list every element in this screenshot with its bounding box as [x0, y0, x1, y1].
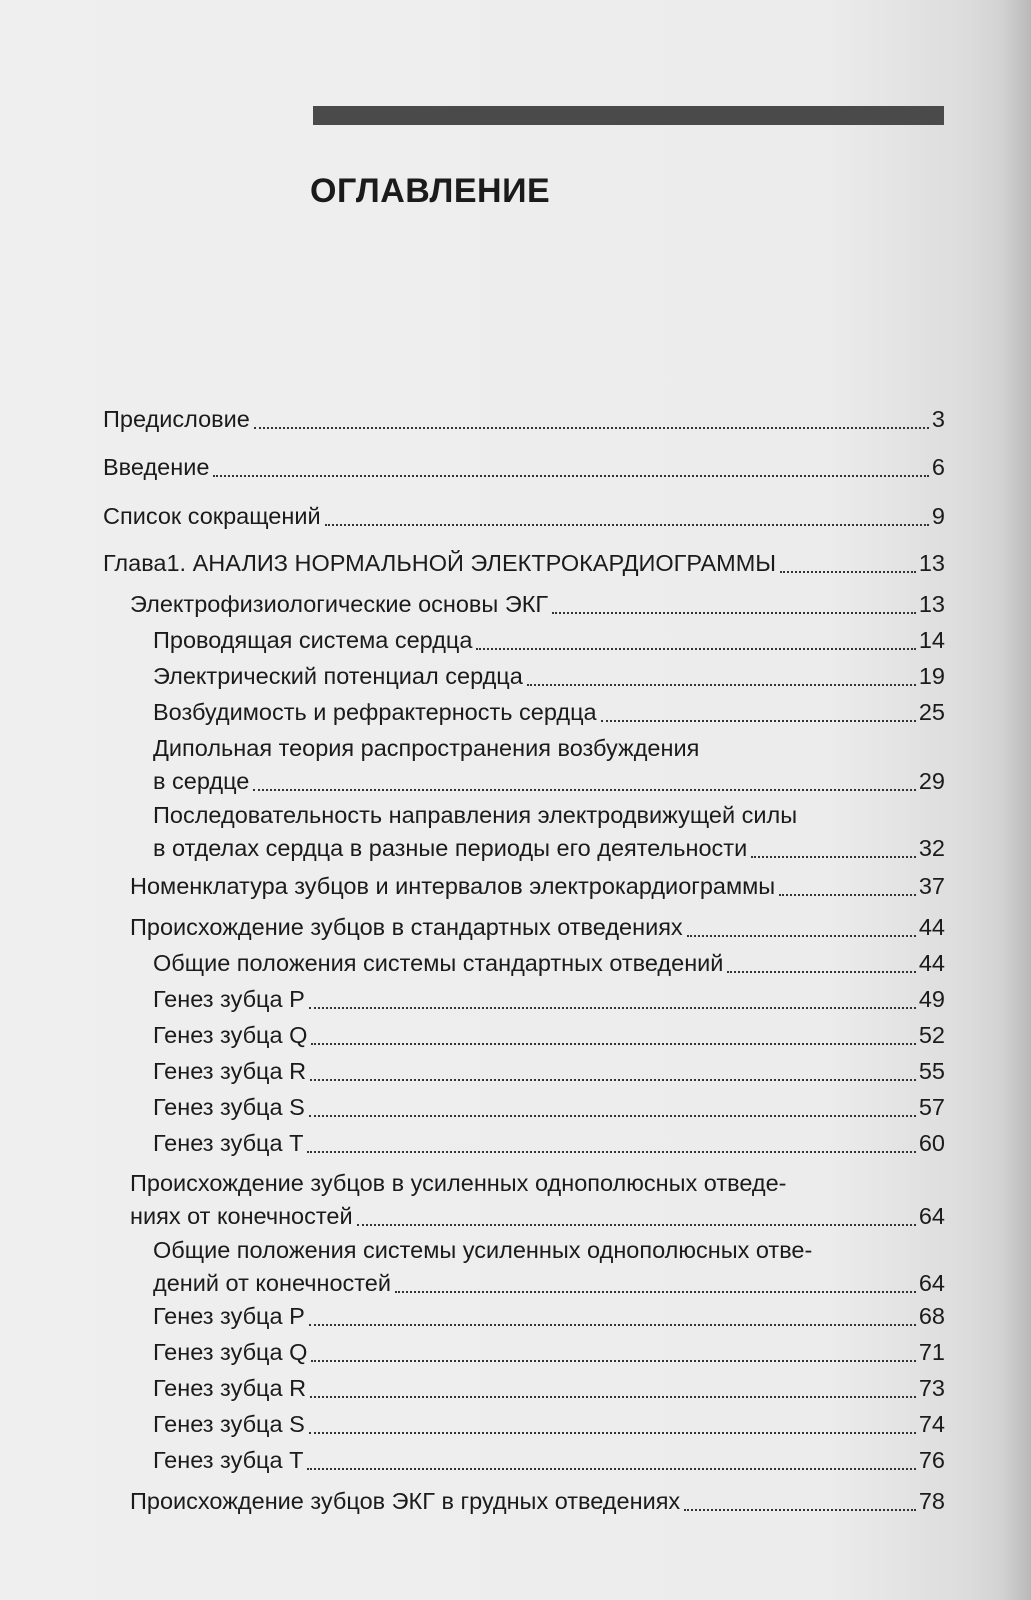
- leader-dots: [253, 788, 916, 791]
- leader-dots: [552, 611, 916, 614]
- leader-dots: [307, 1150, 915, 1153]
- toc-page-number: 52: [918, 1022, 945, 1048]
- toc-page-number: 44: [918, 950, 945, 976]
- toc-page-number: 25: [918, 699, 945, 725]
- toc-entry-line: ниях от конечностей: [130, 1203, 353, 1229]
- toc-entry-line: Общие положения системы усиленных однополюсных отве-: [153, 1237, 813, 1263]
- toc-entry: [153, 1372, 945, 1405]
- toc-entry-title: Возбудимость и рефрактерность сердца: [153, 699, 597, 725]
- leader-dots: [325, 523, 929, 526]
- leader-dots: [684, 1508, 916, 1511]
- toc-page-number: 13: [918, 591, 945, 617]
- toc-page-number: 64: [918, 1270, 945, 1296]
- toc-page-number: 32: [918, 835, 945, 861]
- leader-dots: [527, 683, 916, 686]
- leader-dots: [311, 1359, 915, 1362]
- toc-entry-title: Общие положения системы стандартных отведений: [153, 950, 724, 976]
- toc-entry-title: [130, 1167, 945, 1233]
- toc-page-number: 14: [918, 627, 945, 653]
- toc-page-number: 13: [918, 550, 945, 576]
- toc-entry: [130, 1167, 945, 1233]
- leader-dots: [751, 855, 916, 858]
- toc-entry-title: Глава1. АНАЛИЗ НОРМАЛЬНОЙ ЭЛЕКТРОКАРДИОГРАММЫ: [103, 550, 777, 576]
- toc-entry: [103, 500, 945, 533]
- leader-dots: [309, 1006, 916, 1009]
- leader-dots: [307, 1467, 915, 1470]
- toc-page-number: 6: [931, 454, 945, 480]
- toc-entry: [153, 983, 945, 1016]
- toc-entry-title: Происхождение зубцов в стандартных отведениях: [130, 914, 683, 940]
- toc-entry: [153, 1127, 945, 1160]
- toc-entry-title: Электрический потенциал сердца: [153, 663, 523, 689]
- toc-entry: [153, 1408, 945, 1441]
- toc-page-number: 19: [918, 663, 945, 689]
- toc-entry-title: Происхождение зубцов ЭКГ в грудных отведениях: [130, 1488, 681, 1514]
- toc-page-number: 57: [918, 1094, 945, 1120]
- leader-dots: [311, 1042, 915, 1045]
- toc-entry-title: Генез зубца S: [153, 1094, 305, 1120]
- toc-entry: [153, 1234, 945, 1300]
- toc-page-number: 44: [918, 914, 945, 940]
- page-title: ОГЛАВЛЕНИЕ: [310, 172, 551, 210]
- toc-entry-title: [153, 799, 945, 865]
- toc-entry-line: Последовательность направления электродвижущей силы: [153, 802, 798, 828]
- toc-entry: [153, 947, 945, 980]
- leader-dots: [779, 893, 916, 896]
- toc-entry-line: в отделах сердца в разные периоды его деятельности: [153, 835, 748, 861]
- toc-entry-title: Генез зубца S: [153, 1411, 305, 1437]
- toc-page-number: 64: [918, 1203, 945, 1229]
- leader-dots: [476, 647, 915, 650]
- toc-entry: [103, 451, 945, 484]
- toc-entry: [153, 1019, 945, 1052]
- leader-dots: [254, 426, 929, 429]
- toc-entry-title: Генез зубца P: [153, 986, 305, 1012]
- toc-page-number: 76: [918, 1447, 945, 1473]
- leader-dots: [310, 1078, 916, 1081]
- toc-page-number: 29: [918, 768, 945, 794]
- toc-entry: [130, 870, 945, 903]
- toc-entry: [130, 911, 945, 944]
- toc-page-number: 37: [918, 873, 945, 899]
- toc-entry-title: [153, 1234, 945, 1300]
- leader-dots: [310, 1395, 916, 1398]
- leader-dots: [780, 570, 916, 573]
- toc-entry: [153, 660, 945, 693]
- leader-dots: [687, 934, 916, 937]
- toc-page-number: 73: [918, 1375, 945, 1401]
- toc-entry-title: Генез зубца P: [153, 1303, 305, 1329]
- toc-page-number: 3: [931, 406, 945, 432]
- toc-entry-line: дений от конечностей: [153, 1270, 392, 1296]
- toc-entry-title: Генез зубца Q: [153, 1339, 308, 1365]
- toc-entry-line: Дипольная теория распространения возбуждения: [153, 735, 700, 761]
- toc-entry-title: Генез зубца R: [153, 1375, 307, 1401]
- toc-entry-title: [153, 732, 945, 798]
- toc-entry-title: Предисловие: [103, 406, 250, 432]
- toc-page-number: 71: [918, 1339, 945, 1365]
- leader-dots: [309, 1114, 916, 1117]
- toc-page-number: 9: [931, 503, 945, 529]
- leader-dots: [309, 1431, 916, 1434]
- toc-entry-title: Генез зубца R: [153, 1058, 307, 1084]
- leader-dots: [213, 474, 929, 477]
- toc-entry-title: Список сокращений: [103, 503, 321, 529]
- toc-chapter-entry: [103, 547, 945, 580]
- toc-entry-title: Генез зубца Q: [153, 1022, 308, 1048]
- toc-entry-line: Происхождение зубцов в усиленных однополюсных отведе-: [130, 1170, 787, 1196]
- leader-dots: [727, 970, 915, 973]
- toc-page-number: 78: [918, 1488, 945, 1514]
- toc-page-number: 60: [918, 1130, 945, 1156]
- toc-page-number: 55: [918, 1058, 945, 1084]
- leader-dots: [357, 1223, 916, 1226]
- toc-entry-line: в сердце: [153, 768, 250, 794]
- toc-page-number: 74: [918, 1411, 945, 1437]
- toc-entry-title: Введение: [103, 454, 210, 480]
- toc-entry: [153, 799, 945, 865]
- toc-entry: [153, 624, 945, 657]
- toc-entry-title: Электрофизиологические основы ЭКГ: [130, 591, 549, 617]
- toc-entry: [130, 588, 945, 621]
- leader-dots: [395, 1290, 916, 1293]
- leader-dots: [601, 719, 916, 722]
- toc-entry: [103, 403, 945, 436]
- toc-entry: [153, 1091, 945, 1124]
- toc-page-number: 68: [918, 1303, 945, 1329]
- leader-dots: [309, 1323, 916, 1326]
- toc-entry-title: Номенклатура зубцов и интервалов электрокардиограммы: [130, 873, 776, 899]
- toc-entry-title: Проводящая система сердца: [153, 627, 473, 653]
- toc-page-number: 49: [918, 986, 945, 1012]
- toc-entry: [153, 1300, 945, 1333]
- toc-entry-title: Генез зубца T: [153, 1130, 304, 1156]
- toc-entry: [153, 732, 945, 798]
- toc-entry: [153, 696, 945, 729]
- toc-entry: [153, 1444, 945, 1477]
- toc-entry: [153, 1055, 945, 1088]
- toc-entry: [153, 1336, 945, 1369]
- toc-entry: [130, 1485, 945, 1518]
- toc-entry-title: Генез зубца T: [153, 1447, 304, 1473]
